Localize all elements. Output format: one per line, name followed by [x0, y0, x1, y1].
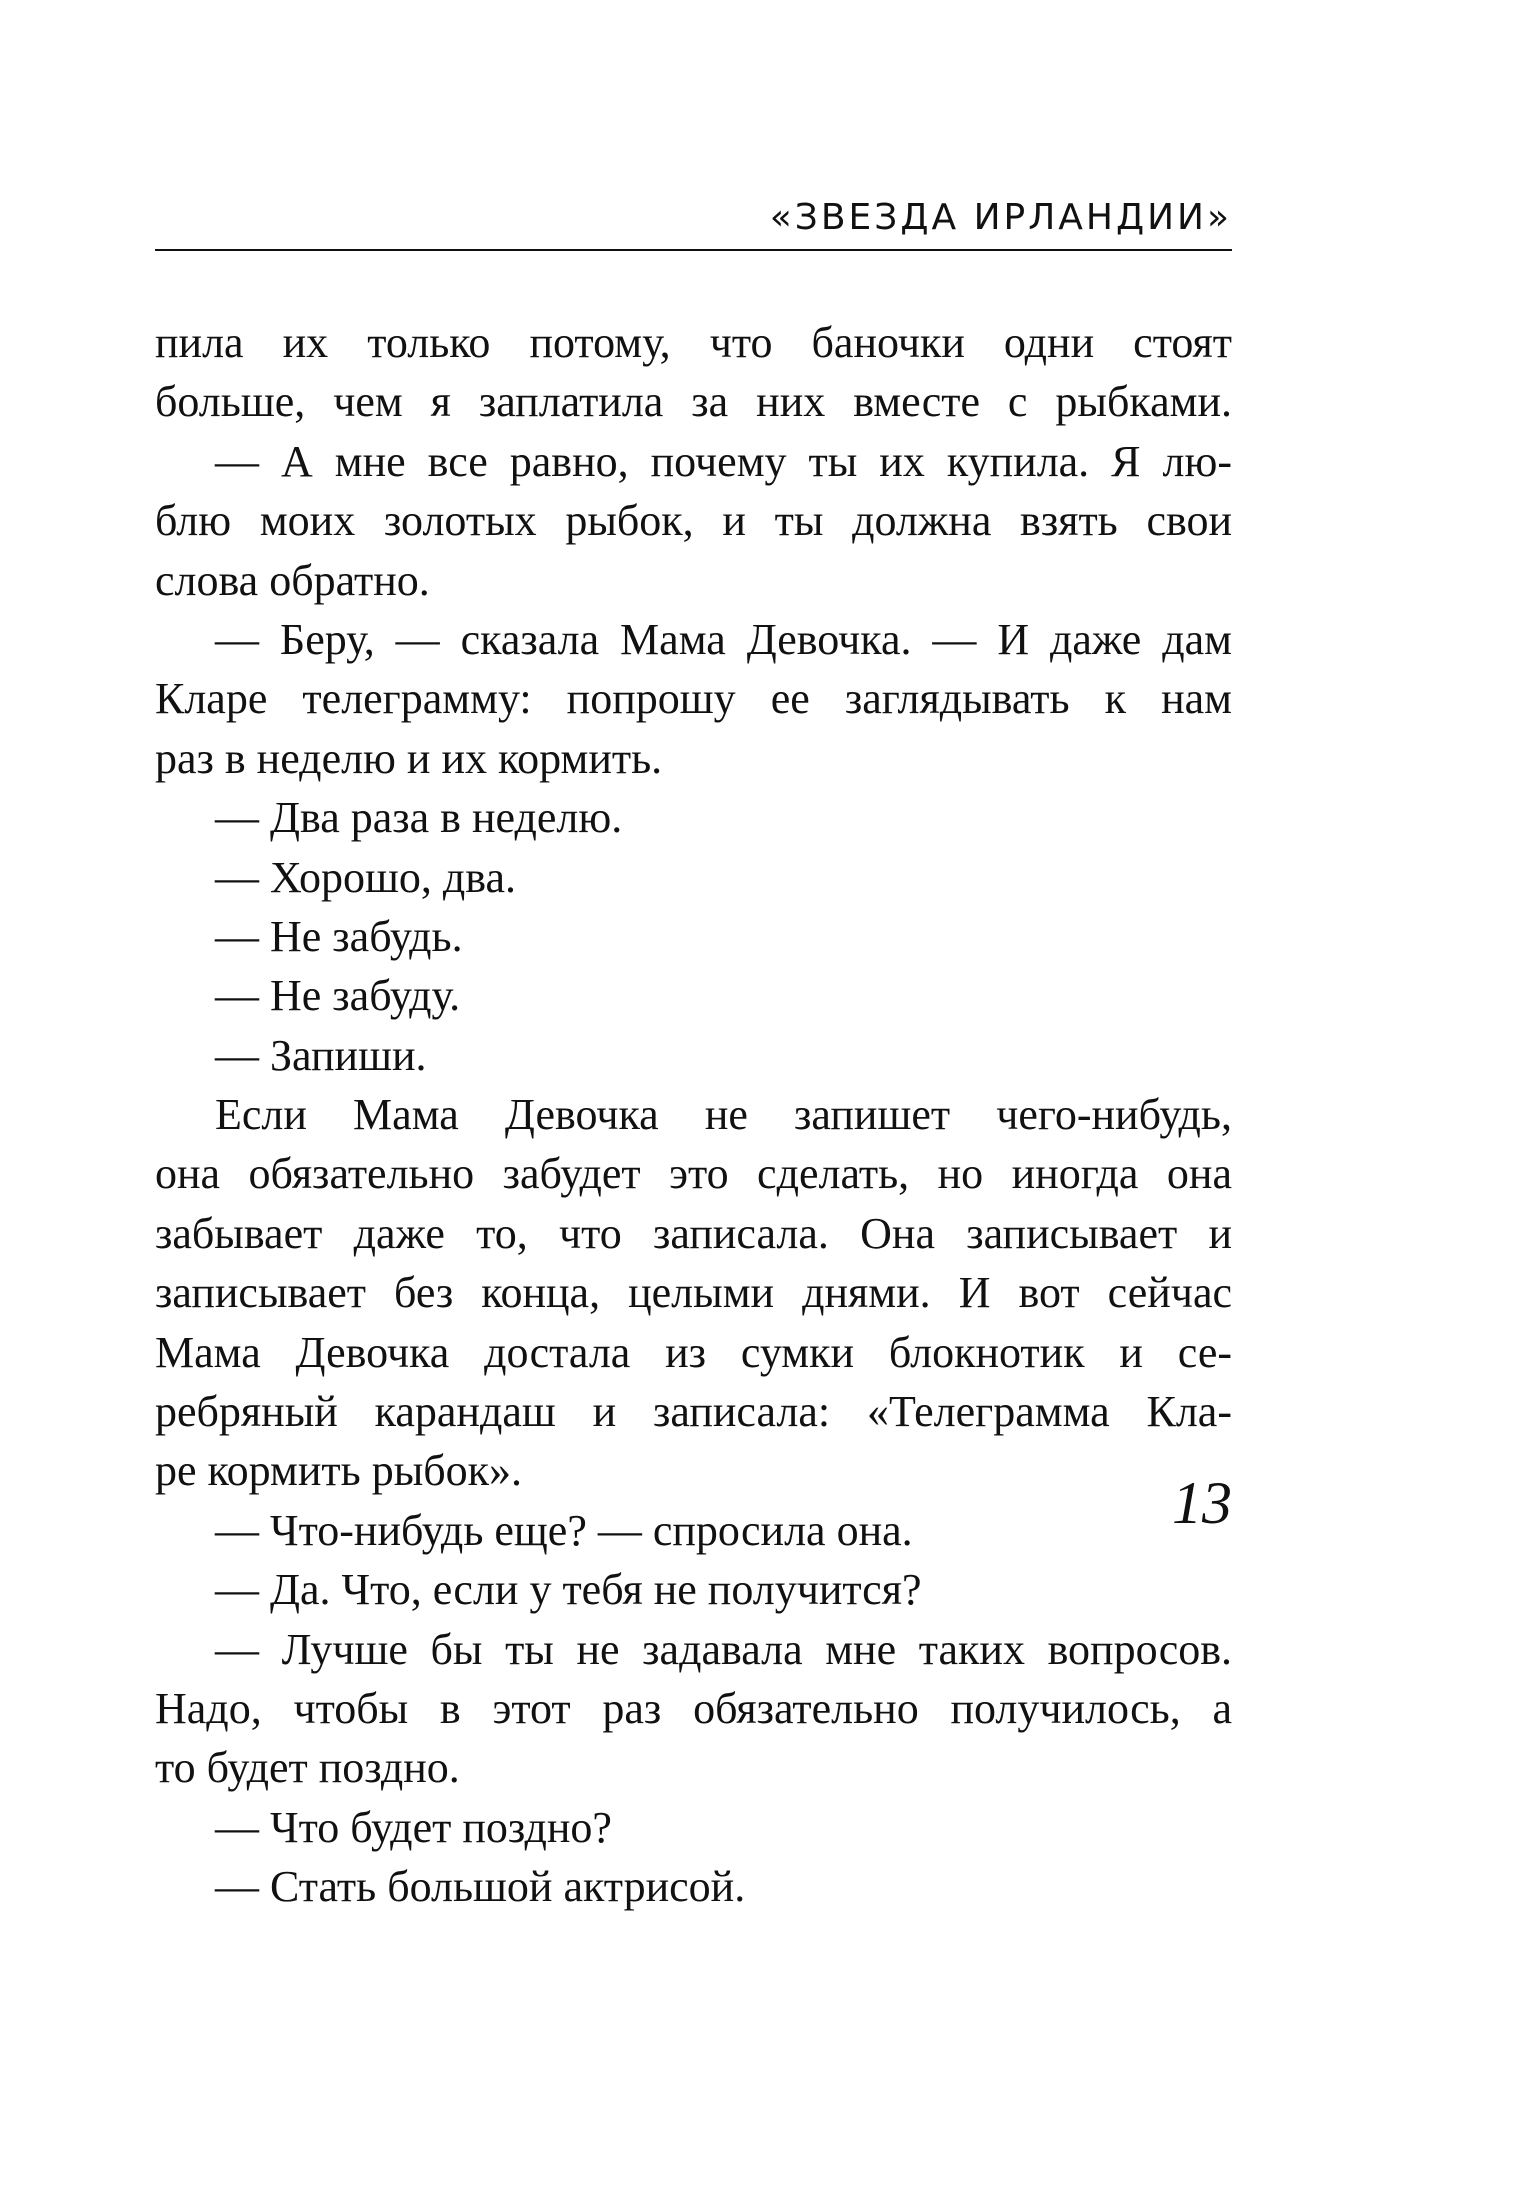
text-line: Если Мама Девочка не запишет чего-нибудь,	[215, 1090, 1232, 1140]
text-line: — Лучше бы ты не задавала мне таких вопросов.	[215, 1624, 1232, 1674]
text-line: Мама Девочка достала из сумки блокнотик и се-	[155, 1327, 1232, 1377]
page-number: 13	[1172, 1470, 1232, 1536]
text-line: Кларе телеграмму: попрошу ее заглядывать к нам	[155, 674, 1232, 724]
text-line: ребряный карандаш и записала: «Телеграмма Кла-	[155, 1387, 1232, 1437]
text-line: забывает даже то, что записала. Она записывает и	[155, 1208, 1232, 1258]
running-head: «ЗВЕЗДА ИРЛАНДИИ»	[769, 197, 1232, 238]
text-line: то будет поздно.	[155, 1743, 460, 1793]
text-line: — Не забудь.	[215, 911, 463, 961]
text-line: — Два раза в неделю.	[215, 793, 623, 843]
text-line: — Хорошо, два.	[215, 852, 516, 902]
text-line: ре кормить рыбок».	[155, 1446, 523, 1496]
text-line: — Не забуду.	[215, 971, 461, 1021]
text-line: она обязательно забудет это сделать, но иногда она	[155, 1149, 1232, 1199]
body-text	[155, 313, 1232, 1917]
text-line: — Да. Что, если у тебя не получится?	[215, 1565, 922, 1615]
text-line: блю моих золотых рыбок, и ты должна взять свои	[155, 496, 1232, 546]
text-line: — Что будет поздно?	[215, 1802, 612, 1852]
text-line: записывает без конца, целыми днями. И вот сейчас	[155, 1268, 1232, 1318]
header-rule	[155, 249, 1232, 251]
text-line: пила их только потому, что баночки одни стоят	[155, 318, 1232, 367]
text-line: больше, чем я заплатила за них вместе с рыбками.	[155, 377, 1232, 427]
text-line: — Беру, — сказала Мама Девочка. — И даже дам	[215, 614, 1232, 664]
text-line: — Стать большой актрисой.	[215, 1862, 746, 1912]
text-line: — Что-нибудь еще? — спросила она.	[215, 1505, 913, 1555]
text-line: — Запиши.	[215, 1030, 427, 1080]
text-line: слова обратно.	[155, 555, 430, 605]
text-line: раз в неделю и их кормить.	[155, 733, 663, 783]
text-line: Надо, чтобы в этот раз обязательно получилось, а	[155, 1683, 1232, 1733]
text-line: — А мне все равно, почему ты их купила. Я лю-	[215, 436, 1232, 486]
